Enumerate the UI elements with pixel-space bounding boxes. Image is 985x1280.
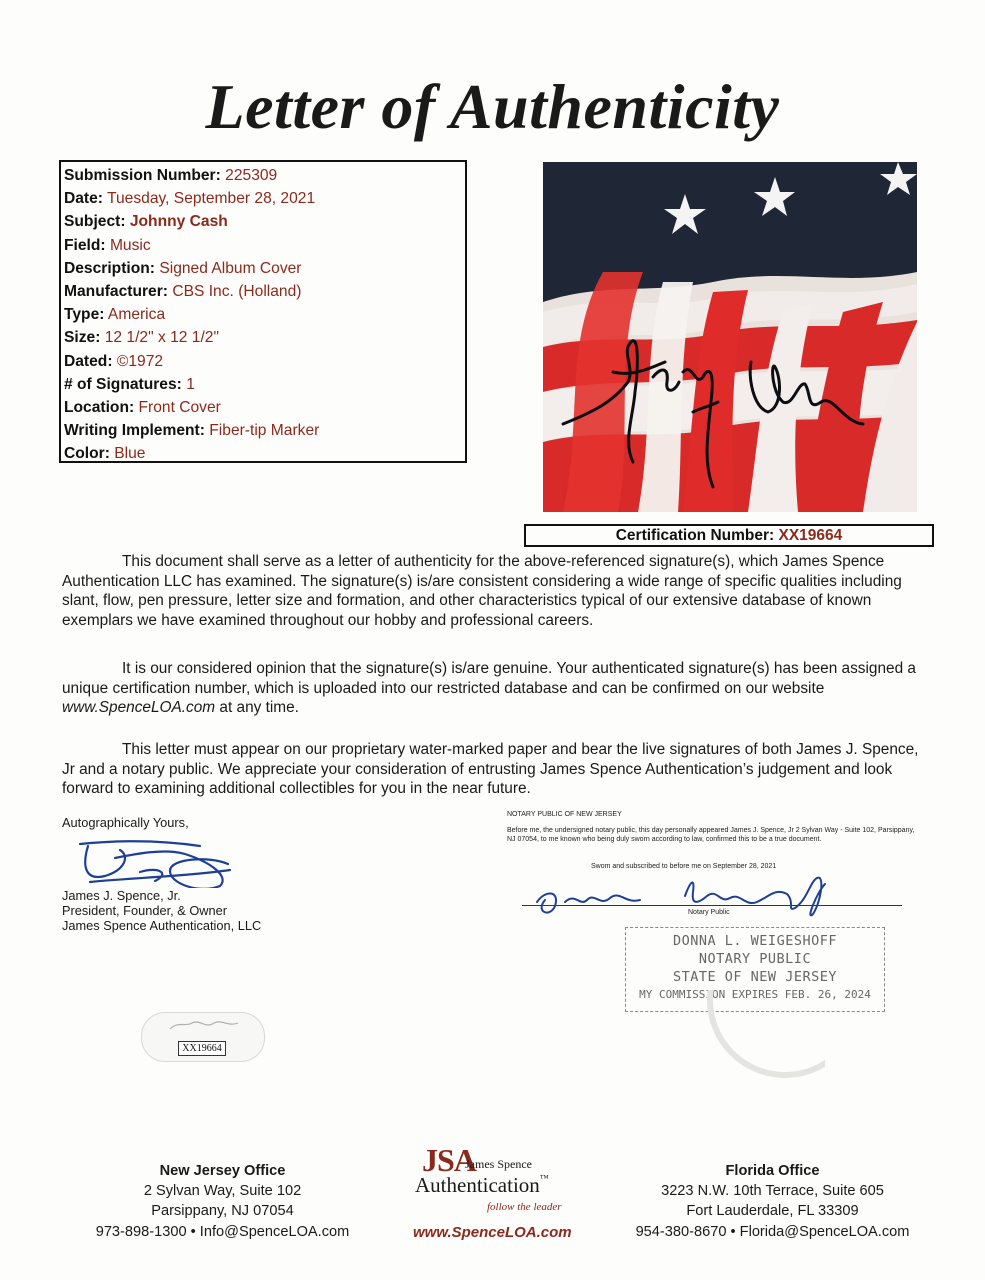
detail-row: Description: Signed Album Cover [64,259,302,277]
page-title: Letter of Authenticity [205,71,780,142]
detail-row: Dated: ©1972 [64,352,164,370]
detail-row: Field: Music [64,236,151,254]
notary-text: Before me, the undersigned notary public, this day personally appeared James J. Spence, Jr 2 Sylvan Way - Suite 102, Parsippany, NJ 07054, to me known who being duly sworn according to law, confirmed this to be a true document. [507,827,915,843]
notary-stamp: DONNA L. WEIGESHOFF NOTARY PUBLIC STATE OF NEW JERSEY MY COMMISSION EXPIRES FEB. 26, 2024 [625,927,885,1012]
sticker-signature [166,1017,242,1033]
detail-row: Writing Implement: Fiber-tip Marker [64,422,320,440]
detail-row: # of Signatures: 1 [64,375,195,393]
spence-signature [70,826,235,888]
notary-line-label: Notary Public [688,909,730,916]
detail-row: Date: Tuesday, September 28, 2021 [64,190,316,208]
paragraph-1: This document shall serve as a letter of authenticity for the above-referenced signature(s), which James Spence Authentication LLC has examined. The signature(s) is/are consistent considering a wide range of specific qualities including slant, flow, pen pressure, letter size and formation, and other characteristics typical of our extensive database of known exemplars we have examined throughout our hobby and professional careers. [62,553,902,629]
detail-row: Size: 12 1/2" x 12 1/2" [64,329,219,347]
nj-office: New Jersey Office 2 Sylvan Way, Suite 102 Parsippany, NJ 07054 973-898-1300 • Info@SpenceLOA.com [95,1163,350,1240]
notary-heading: NOTARY PUBLIC OF NEW JERSEY [507,811,622,818]
salutation: Autographically Yours, [62,815,189,830]
detail-row: Manufacturer: CBS Inc. (Holland) [64,283,302,301]
sticker-code: XX19664 [178,1041,226,1056]
details-box [59,160,467,463]
notary-signature [525,862,835,924]
detail-row: Color: Blue [64,445,146,463]
signer-company: James Spence Authentication, LLC [62,918,262,933]
paragraph-3: This letter must appear on our proprietary water-marked paper and bear the live signatures of both James J. Spence, Jr and a notary public. We appreciate your consideration of entrusting James Spence Authentication’s judgement and look forward to examining additional collectibles for you in the near future. [62,741,919,798]
detail-row: Location: Front Cover [64,399,221,417]
detail-row: Submission Number: 225309 [64,167,278,184]
embossed-seal [705,990,825,1080]
detail-row: Subject: Johnny Cash [64,213,228,231]
signer-name: James J. Spence, Jr. [62,888,181,903]
notary-sworn: Swom and subscribed to before me on September 28, 2021 [591,863,777,870]
website-link: www.SpenceLOA.com [62,699,216,717]
item-photo [543,162,917,512]
jsa-logo: JSA James Spence Authentication™ follow the leader www.SpenceLOA.com [413,1142,572,1241]
detail-row: Type: America [64,306,166,324]
hologram-sticker [141,1012,265,1062]
certification-number: Certification Number: XX19664 [524,524,934,547]
paragraph-2: It is our considered opinion that the signature(s) is/are genuine. Your authenticated signature(s) has been assigned a unique certification number, which is uploaded into our restricted database and can be confirmed on our website www.SpenceLOA.com at any time. [62,660,916,717]
signer-role: President, Founder, & Owner [62,903,228,918]
logo-url: www.SpenceLOA.com [413,1224,572,1241]
fl-office: Florida Office 3223 N.W. 10th Terrace, Suite 605 Fort Lauderdale, FL 33309 954-380-8670 • Florida@SpenceLOA.com [635,1163,910,1240]
